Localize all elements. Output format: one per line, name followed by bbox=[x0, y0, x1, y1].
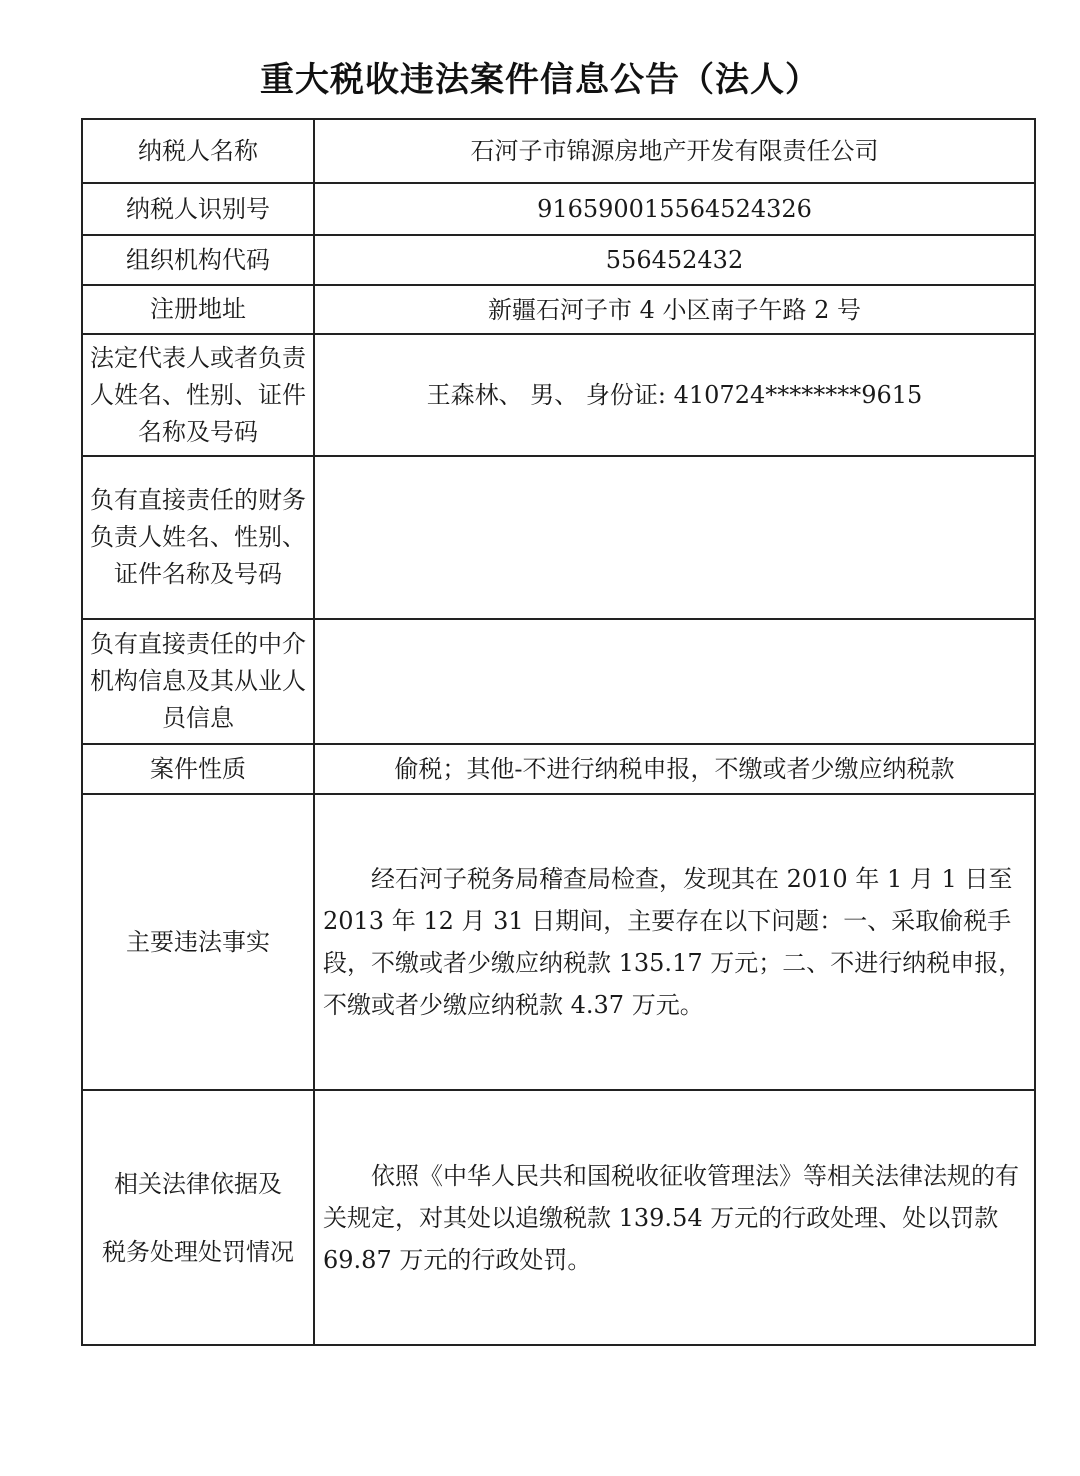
organization-code: 556452432 bbox=[314, 235, 1035, 285]
label-line: 税务处理处罚情况 bbox=[102, 1237, 294, 1266]
registered-address: 新疆石河子市 4 小区南子午路 2 号 bbox=[314, 285, 1035, 334]
row-label: 组织机构代码 bbox=[82, 235, 314, 285]
row-label: 法定代表人或者负责人姓名、性别、证件名称及号码 bbox=[82, 334, 314, 456]
row-label: 注册地址 bbox=[82, 285, 314, 334]
legal-representative: 王森林、 男、 身份证: 410724********9615 bbox=[314, 334, 1035, 456]
table-row bbox=[82, 794, 1035, 1090]
table-row bbox=[82, 235, 1035, 285]
page-title: 重大税收违法案件信息公告（法人） bbox=[260, 60, 820, 100]
intermediary-info bbox=[314, 619, 1035, 744]
taxpayer-name: 石河子市锦源房地产开发有限责任公司 bbox=[314, 119, 1035, 183]
case-nature: 偷税；其他-不进行纳税申报，不缴或者少缴应纳税款 bbox=[314, 744, 1035, 794]
row-label: 案件性质 bbox=[82, 744, 314, 794]
row-label bbox=[82, 1090, 314, 1345]
case-info-table bbox=[81, 118, 1036, 1346]
table-row bbox=[82, 619, 1035, 744]
taxpayer-id: 916590015564524326 bbox=[314, 183, 1035, 235]
row-label: 负有直接责任的财务负责人姓名、性别、证件名称及号码 bbox=[82, 456, 314, 619]
penalty-text: 依照《中华人民共和国税收征收管理法》等相关法律法规的有关规定，对其处以追缴税款 139.54 万元的行政处理、处以罚款 69.87 万元的行政处罚。 bbox=[323, 1161, 1019, 1274]
table-row bbox=[82, 1090, 1035, 1345]
label-line: 相关法律依据及 bbox=[114, 1169, 282, 1198]
table-row bbox=[82, 119, 1035, 183]
financial-responsible-person bbox=[314, 456, 1035, 619]
main-violation-facts bbox=[314, 794, 1035, 1090]
row-label: 纳税人名称 bbox=[82, 119, 314, 183]
table-row bbox=[82, 285, 1035, 334]
row-label: 主要违法事实 bbox=[82, 794, 314, 1090]
legal-basis-and-penalty bbox=[314, 1090, 1035, 1345]
table-row bbox=[82, 744, 1035, 794]
row-label: 纳税人识别号 bbox=[82, 183, 314, 235]
facts-text: 经石河子税务局稽查局检查，发现其在 2010 年 1 月 1 日至 2013 年 12 月 31 日期间，主要存在以下问题：一、采取偷税手段，不缴或者少缴应纳税款 135.17 万元；二、不进行纳税申报，不缴或者少缴应纳税款 4.37 万元。 bbox=[323, 865, 1023, 1019]
table-row bbox=[82, 183, 1035, 235]
table-row bbox=[82, 456, 1035, 619]
row-label: 负有直接责任的中介机构信息及其从业人员信息 bbox=[82, 619, 314, 744]
table-row bbox=[82, 334, 1035, 456]
